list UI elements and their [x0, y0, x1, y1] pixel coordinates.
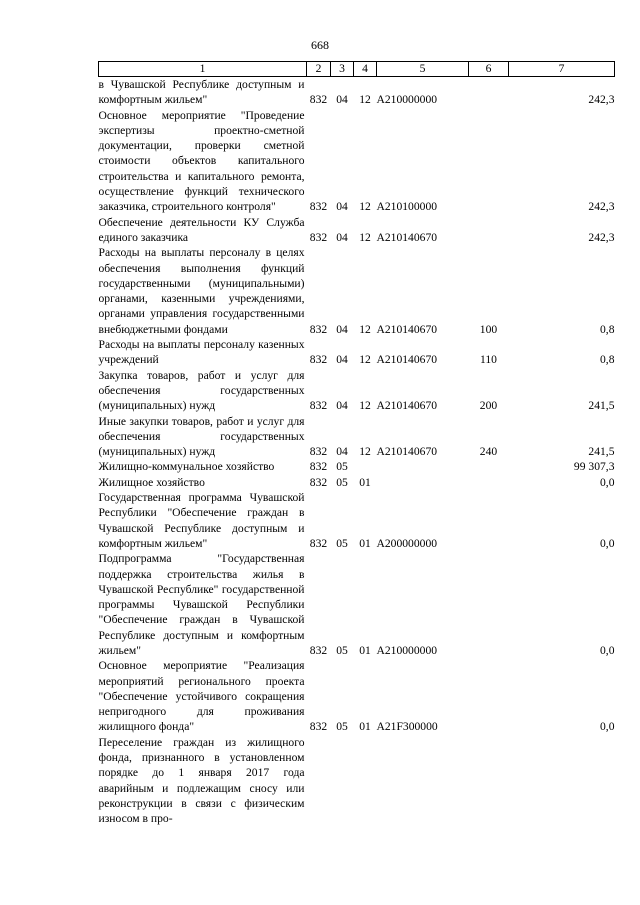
row-section-code: 05 [336, 475, 348, 489]
row-subsection-code: 12 [359, 353, 371, 367]
row-target-code: A210140670 [376, 322, 438, 336]
row-admin-code: 832 [309, 643, 328, 657]
row-subsection-code: 12 [359, 93, 371, 107]
row-admin-code: 832 [309, 720, 328, 734]
row-admin-code: 832 [309, 399, 328, 413]
header-col-3: 3 [331, 62, 354, 77]
row-name: Государственная программа Чувашской Республики "Обеспечение граждан в Чувашской Республике доступным и комфортным жильем" [98, 491, 305, 550]
table-row [99, 658, 615, 734]
row-expense-code: 110 [480, 353, 497, 367]
row-admin-code: 832 [309, 475, 328, 489]
row-admin-code: 832 [309, 322, 328, 336]
header-col-6: 6 [469, 62, 509, 77]
row-amount [509, 735, 615, 827]
row-name: Подпрограмма "Государственная поддержка строительства жилья в Чувашской Республике" государственной программы Чувашской Республики "Обеспечение граждан в Чувашской Республике доступным и комфортным жильем" [98, 552, 305, 657]
row-section-code: 05 [336, 536, 348, 550]
row-target-code [377, 459, 469, 474]
row-subsection-code: 12 [359, 230, 371, 244]
header-col-2: 2 [307, 62, 331, 77]
row-target-code: A210140670 [376, 230, 438, 244]
row-section-code: 04 [336, 322, 348, 336]
header-col-4: 4 [354, 62, 377, 77]
row-amount: 241,5 [588, 445, 615, 459]
row-admin-code: 832 [309, 445, 328, 459]
row-admin-code: 832 [309, 230, 328, 244]
table-body [99, 77, 615, 827]
table-row [99, 551, 615, 658]
row-amount: 0,8 [600, 322, 615, 336]
row-subsection-code [354, 459, 377, 474]
row-target-code: A210140670 [376, 399, 438, 413]
row-expense-code [469, 459, 509, 474]
row-subsection-code: 01 [359, 536, 371, 550]
row-admin-code: 832 [309, 93, 328, 107]
row-expense-code [469, 490, 509, 551]
row-expense-code: 100 [479, 322, 498, 336]
row-target-code: A210000000 [376, 93, 438, 107]
row-section-code: 04 [336, 399, 348, 413]
row-amount: 242,3 [588, 200, 615, 214]
row-subsection-code: 12 [359, 200, 371, 214]
header-col-1: 1 [99, 62, 307, 77]
row-amount: 242,3 [588, 93, 615, 107]
table-row [99, 108, 615, 215]
header-row [99, 62, 615, 77]
table-row [99, 77, 615, 108]
table-row [99, 475, 615, 490]
table-row [99, 368, 615, 414]
table-row [99, 490, 615, 551]
row-subsection-code: 01 [359, 720, 371, 734]
table-row [99, 245, 615, 337]
table-header [99, 62, 615, 77]
row-name: в Чувашской Республике доступным и комфортным жильем" [98, 78, 305, 107]
row-name: Расходы на выплаты персоналу казенных учреждений [98, 338, 305, 367]
row-target-code: A210140670 [376, 445, 438, 459]
row-target-code: A210000000 [376, 643, 438, 657]
row-name: Основное мероприятие "Реализация мероприятий регионального проекта "Обеспечение устойчивого сокращения непригодного для проживания жилищного фонда" [98, 659, 305, 734]
row-expense-code [469, 77, 509, 108]
row-admin-code: 832 [309, 536, 328, 550]
row-expense-code [469, 658, 509, 734]
row-name: Жилищно-коммунальное хозяйство [98, 460, 275, 474]
table-row [99, 337, 615, 368]
row-subsection-code [354, 735, 377, 827]
row-target-code: A21F300000 [376, 720, 438, 734]
row-name: Расходы на выплаты персоналу в целях обеспечения выполнения функций государственными (муниципальными) органами, казенными учреждениями, органами управления государственными внебюджетными фондами [98, 246, 305, 336]
row-name: Обеспечение деятельности КУ Служба единого заказчика [98, 215, 305, 244]
row-name: Жилищное хозяйство [98, 475, 205, 489]
table-row [99, 414, 615, 460]
row-expense-code [469, 108, 509, 215]
row-amount: 0,0 [600, 536, 615, 550]
row-target-code: A210100000 [376, 200, 438, 214]
row-name: Переселение граждан из жилищного фонда, признанного в установленном порядке до 1 января 2017 года аварийным и подлежащим сносу или реконструкции в связи с физическим износом в про- [98, 735, 305, 826]
row-expense-code: 240 [479, 445, 498, 459]
row-admin-code [307, 735, 331, 827]
row-amount: 241,5 [588, 399, 615, 413]
row-name: Закупка товаров, работ и услуг для обеспечения государственных (муниципальных) нужд [98, 368, 305, 413]
row-section-code: 04 [336, 353, 348, 367]
budget-table [98, 61, 615, 827]
row-amount: 0,8 [600, 353, 615, 367]
header-col-7: 7 [509, 62, 615, 77]
row-expense-code [469, 551, 509, 658]
row-subsection-code: 12 [359, 399, 371, 413]
row-admin-code: 832 [309, 460, 328, 474]
row-subsection-code: 01 [359, 643, 371, 657]
row-target-code: A210140670 [376, 353, 438, 367]
row-amount: 99 307,3 [573, 460, 615, 474]
row-section-code: 05 [336, 643, 348, 657]
row-admin-code: 832 [309, 200, 328, 214]
table-row [99, 735, 615, 827]
row-admin-code: 832 [309, 353, 328, 367]
row-section-code: 05 [336, 720, 348, 734]
row-subsection-code: 12 [359, 322, 371, 336]
row-name: Иные закупки товаров, работ и услуг для обеспечения государственных (муниципальных) нужд [98, 414, 305, 459]
row-section-code: 04 [336, 230, 348, 244]
row-amount: 0,0 [600, 720, 615, 734]
page-number: 668 [311, 38, 329, 52]
row-subsection-code: 12 [359, 445, 371, 459]
row-subsection-code: 01 [359, 475, 371, 489]
row-name: Основное мероприятие "Проведение экспертизы проектно-сметной документации, проверки сметной стоимости объектов капитального строительства и капитального ремонта, осуществление функций технического заказчика, строительного контроля" [98, 108, 305, 214]
row-amount: 0,0 [600, 643, 615, 657]
row-amount: 242,3 [588, 230, 615, 244]
row-expense-code [469, 735, 509, 827]
row-expense-code [469, 215, 509, 246]
row-section-code: 04 [336, 445, 348, 459]
row-section-code: 04 [336, 200, 348, 214]
row-expense-code [469, 475, 509, 490]
row-expense-code: 200 [479, 399, 498, 413]
row-target-code [377, 735, 469, 827]
row-amount: 0,0 [600, 475, 615, 489]
table-row [99, 459, 615, 474]
header-col-5: 5 [377, 62, 469, 77]
row-target-code: A200000000 [376, 536, 438, 550]
table-row [99, 215, 615, 246]
row-section-code: 05 [336, 460, 348, 474]
row-target-code [377, 475, 469, 490]
row-section-code [331, 735, 354, 827]
row-section-code: 04 [336, 93, 348, 107]
